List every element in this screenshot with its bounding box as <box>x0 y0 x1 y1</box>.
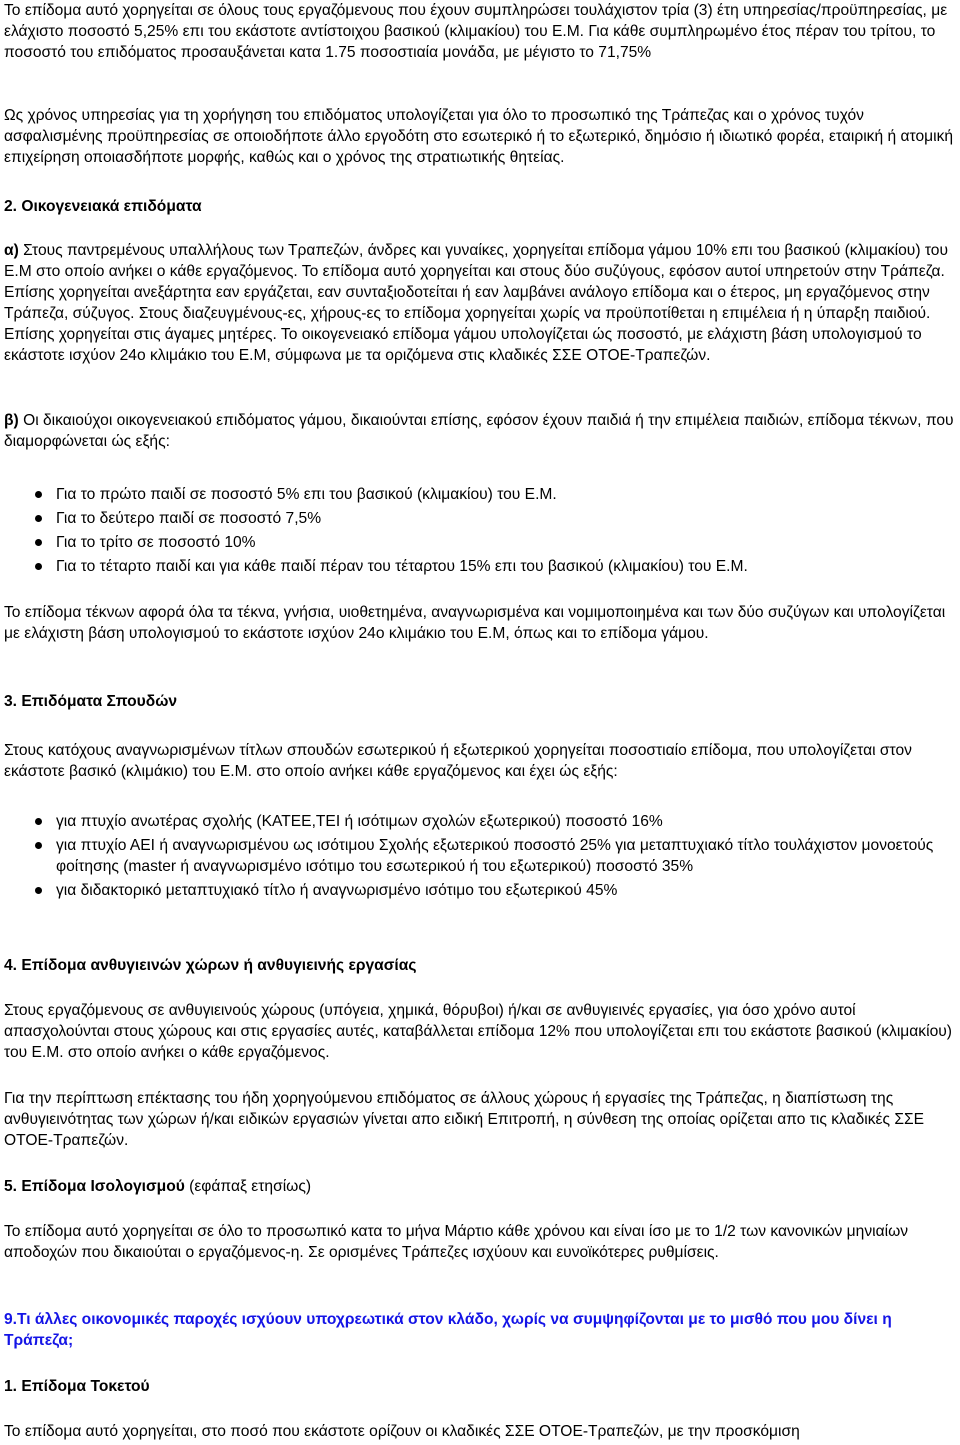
paragraph-a-label: α) <box>4 242 19 259</box>
section-4-paragraph-1: Στους εργαζόμενους σε ανθυγιεινούς χώρους (υπόγεια, χημικά, θόρυβοι) ή/και σε ανθυγιεινές εργασίες, για όσο χρόνο αυτοί απασχολούνται στους χώρους και στις εργασίες αυτές, καταβάλλεται επίδομα 12% που υπολογίζεται επι του εκάστοτε βασικού (κλιμακίου) του Ε.Μ. στο οποίο ανήκει ο κάθε εργαζόμενος. <box>4 1002 952 1061</box>
section-5-note: (εφάπαξ ετησίως) <box>189 1178 312 1195</box>
section-5-heading <box>4 1176 958 1197</box>
children-allowance-paragraph: Το επίδομα τέκνων αφορά όλα τα τέκνα, γνήσια, υιοθετημένα, αναγνωρισμένα και νομιμοποιημένα και των δύο συζύγων και υπολογίζεται με ελάχιστη βάση υπολογισμού το εκάστοτε ισχύον 24ο κλιμάκιο του Ε.Μ, όπως και το επίδομα γάμου. <box>4 604 946 642</box>
section-3-heading: 3. Επιδόματα Σπουδών <box>4 693 178 710</box>
question-9-heading: 9.Τι άλλες οικονομικές παροχές ισχύουν υποχρεωτικά στον κλάδο, χωρίς να συμψηφίζονται με το μισθό που μου δίνει η Τράπεζα; <box>4 1311 892 1349</box>
section-5-paragraph: Το επίδομα αυτό χορηγείται σε όλο το προσωπικό κατα το μήνα Μάρτιο κάθε χρόνου και είναι ίσο με το 1/2 των κανονικών μηνιαίων αποδοχών που δικαιούται ο εργαζόμενος-η. Σε ορισμένες Τράπεζες ισχύουν και ευνοϊκότερες ρυθμίσεις. <box>4 1223 909 1261</box>
subsection-1-paragraph: Το επίδομα αυτό χορηγείται, στο ποσό που εκάστοτε ορίζουν οι κλαδικές ΣΣΕ ΟΤΟΕ-Τραπεζών, με την προσκόμιση <box>4 1423 800 1440</box>
service-time-paragraph: Ως χρόνος υπηρεσίας για τη χορήγηση του επιδόματος υπολογίζεται για όλο το προσωπικό της Τράπεζας και ο χρόνος τυχόν ασφαλισμένης προϋπηρεσίας σε οποιοδήποτε άλλο εργοδότη στο εσωτερικό ή το εξωτερικό, δημόσιο ή ιδιωτικό φορέα, εταιρική ή ατομική επιχείρηση οποιασδήποτε μορφής, καθώς και ο χρόνος της στρατιωτικής θητείας. <box>4 107 954 166</box>
section-3-intro: Στους κατόχους αναγνωρισμένων τίτλων σπουδών εσωτερικού ή εξωτερικού χορηγείται ποσοστιαίο επίδομα, που υπολογίζεται στον εκάστοτε βασικό (κλιμάκιο) του Ε.Μ. στο οποίο ανήκει κάθε εργαζόμενος και έχει ώς εξής: <box>4 742 912 780</box>
list-item: Για το τρίτο σε ποσοστό 10% <box>4 532 958 553</box>
paragraph-a-text: Στους παντρεμένους υπαλλήλους των Τραπεζών, άνδρες και γυναίκες, χορηγείται επίδομα γάμου 10% επι του βασικού (κλιμακίου) του Ε.Μ στο οποίο ανήκει ο κάθε εργαζόμενος. Το επίδομα αυτό χορηγείται και στους δύο συζύγους, εφόσον αυτοί υπηρετούν στην Τράπεζα. Επίσης χορηγείται ανεξάρτητα εαν εργάζεται, εαν συνταξιοδοτείται ή εαν λαμβάνει ανάλογο επίδομα και ο έτερος, μη εργαζόμενος στην Τράπεζα, σύζυγος. Στους διαζευγμένους-ες, χήρους-ες το επίδομα χορηγείται χωρίς να προϋποτίθεται η επιμέλεια ή η ύπαρξη παιδιού. Επίσης χορηγείται στις άγαμες μητέρες. Το οικογενειακό επίδομα γάμου υπολογίζεται ώς ποσοστό, με ελάχιστη βάση υπολογισμού το εκάστοτε ισχύον 24ο κλιμάκιο του Ε.Μ, σύμφωνα με τα οριζόμενα στις κλαδικές ΣΣΕ ΟΤΟΕ-Τραπεζών. <box>4 242 948 364</box>
intro-paragraph: Το επίδομα αυτό χορηγείται σε όλους τους εργαζόμενους που έχουν συμπληρώσει τουλάχιστον τρία (3) έτη υπηρεσίας/προϋπηρεσίας, με ελάχιστο ποσοστό 5,25% επι του εκάστοτε αντίστοιχου βασικού (κλιμακίου) του Ε.Μ. Για κάθε συμπληρωμένο έτος πέραν του τρίτου, το ποσοστό του επιδόματος προσαυξάνεται κατα 1.75 ποσοστιαία μονάδα, με μέγιστο το 71,75% <box>4 2 948 61</box>
list-item: Για το τέταρτο παιδί και για κάθε παιδί πέραν του τέταρτου 15% επι του βασικού (κλιμακίου) του Ε.Μ. <box>4 556 958 577</box>
study-allowance-list <box>4 811 958 904</box>
section-2-heading: 2. Οικογενειακά επιδόματα <box>4 198 202 215</box>
section-2-paragraph-a <box>4 240 958 366</box>
section-4-paragraph-2: Για την περίπτωση επέκτασης του ήδη χορηγούμενου επιδόματος σε άλλους χώρους ή εργασίες της Τράπεζας, η διαπίστωση της ανθυγιεινότητας των χώρων ή/και ειδικών εργασιών γίνεται απο ειδική Επιτροπή, η σύνθεση της οποίας ορίζεται απο τις κλαδικές ΣΣΕ ΟΤΟΕ-Τραπεζών. <box>4 1090 925 1149</box>
list-item: για διδακτορικό μεταπτυχιακό τίτλο ή αναγνωρισμένο ισότιμο του εξωτερικού 45% <box>4 880 958 901</box>
section-2-paragraph-b <box>4 410 958 452</box>
section-5-title: 5. Επίδομα Ισολογισμού <box>4 1178 185 1195</box>
list-item: Για το πρώτο παιδί σε ποσοστό 5% επι του βασικού (κλιμακίου) του Ε.Μ. <box>4 484 958 505</box>
subsection-1-heading: 1. Επίδομα Τοκετού <box>4 1378 150 1395</box>
paragraph-b-text: Οι δικαιούχοι οικογενειακού επιδόματος γάμου, δικαιούνται επίσης, εφόσον έχουν παιδιά ή την επιμέλεια παιδιών, επίδομα τέκνων, που διαμορφώνεται ώς εξής: <box>4 412 954 450</box>
children-allowance-list <box>4 484 958 580</box>
list-item: για πτυχίο ανωτέρας σχολής (ΚΑΤΕΕ,ΤΕΙ ή ισότιμων σχολών εξωτερικού) ποσοστό 16% <box>4 811 958 832</box>
list-item: Για το δεύτερο παιδί σε ποσοστό 7,5% <box>4 508 958 529</box>
paragraph-b-label: β) <box>4 412 19 429</box>
list-item: για πτυχίο ΑΕΙ ή αναγνωρισμένου ως ισότιμου Σχολής εξωτερικού ποσοστό 25% για μεταπτυχιακό τίτλο τουλάχιστον μονοετούς φοίτησης (master ή αναγνωρισμένο ισότιμο του εσωτερικού ή του εξωτερικού) ποσοστό 35% <box>4 835 958 877</box>
section-4-heading: 4. Επίδομα ανθυγιεινών χώρων ή ανθυγιεινής εργασίας <box>4 957 417 974</box>
